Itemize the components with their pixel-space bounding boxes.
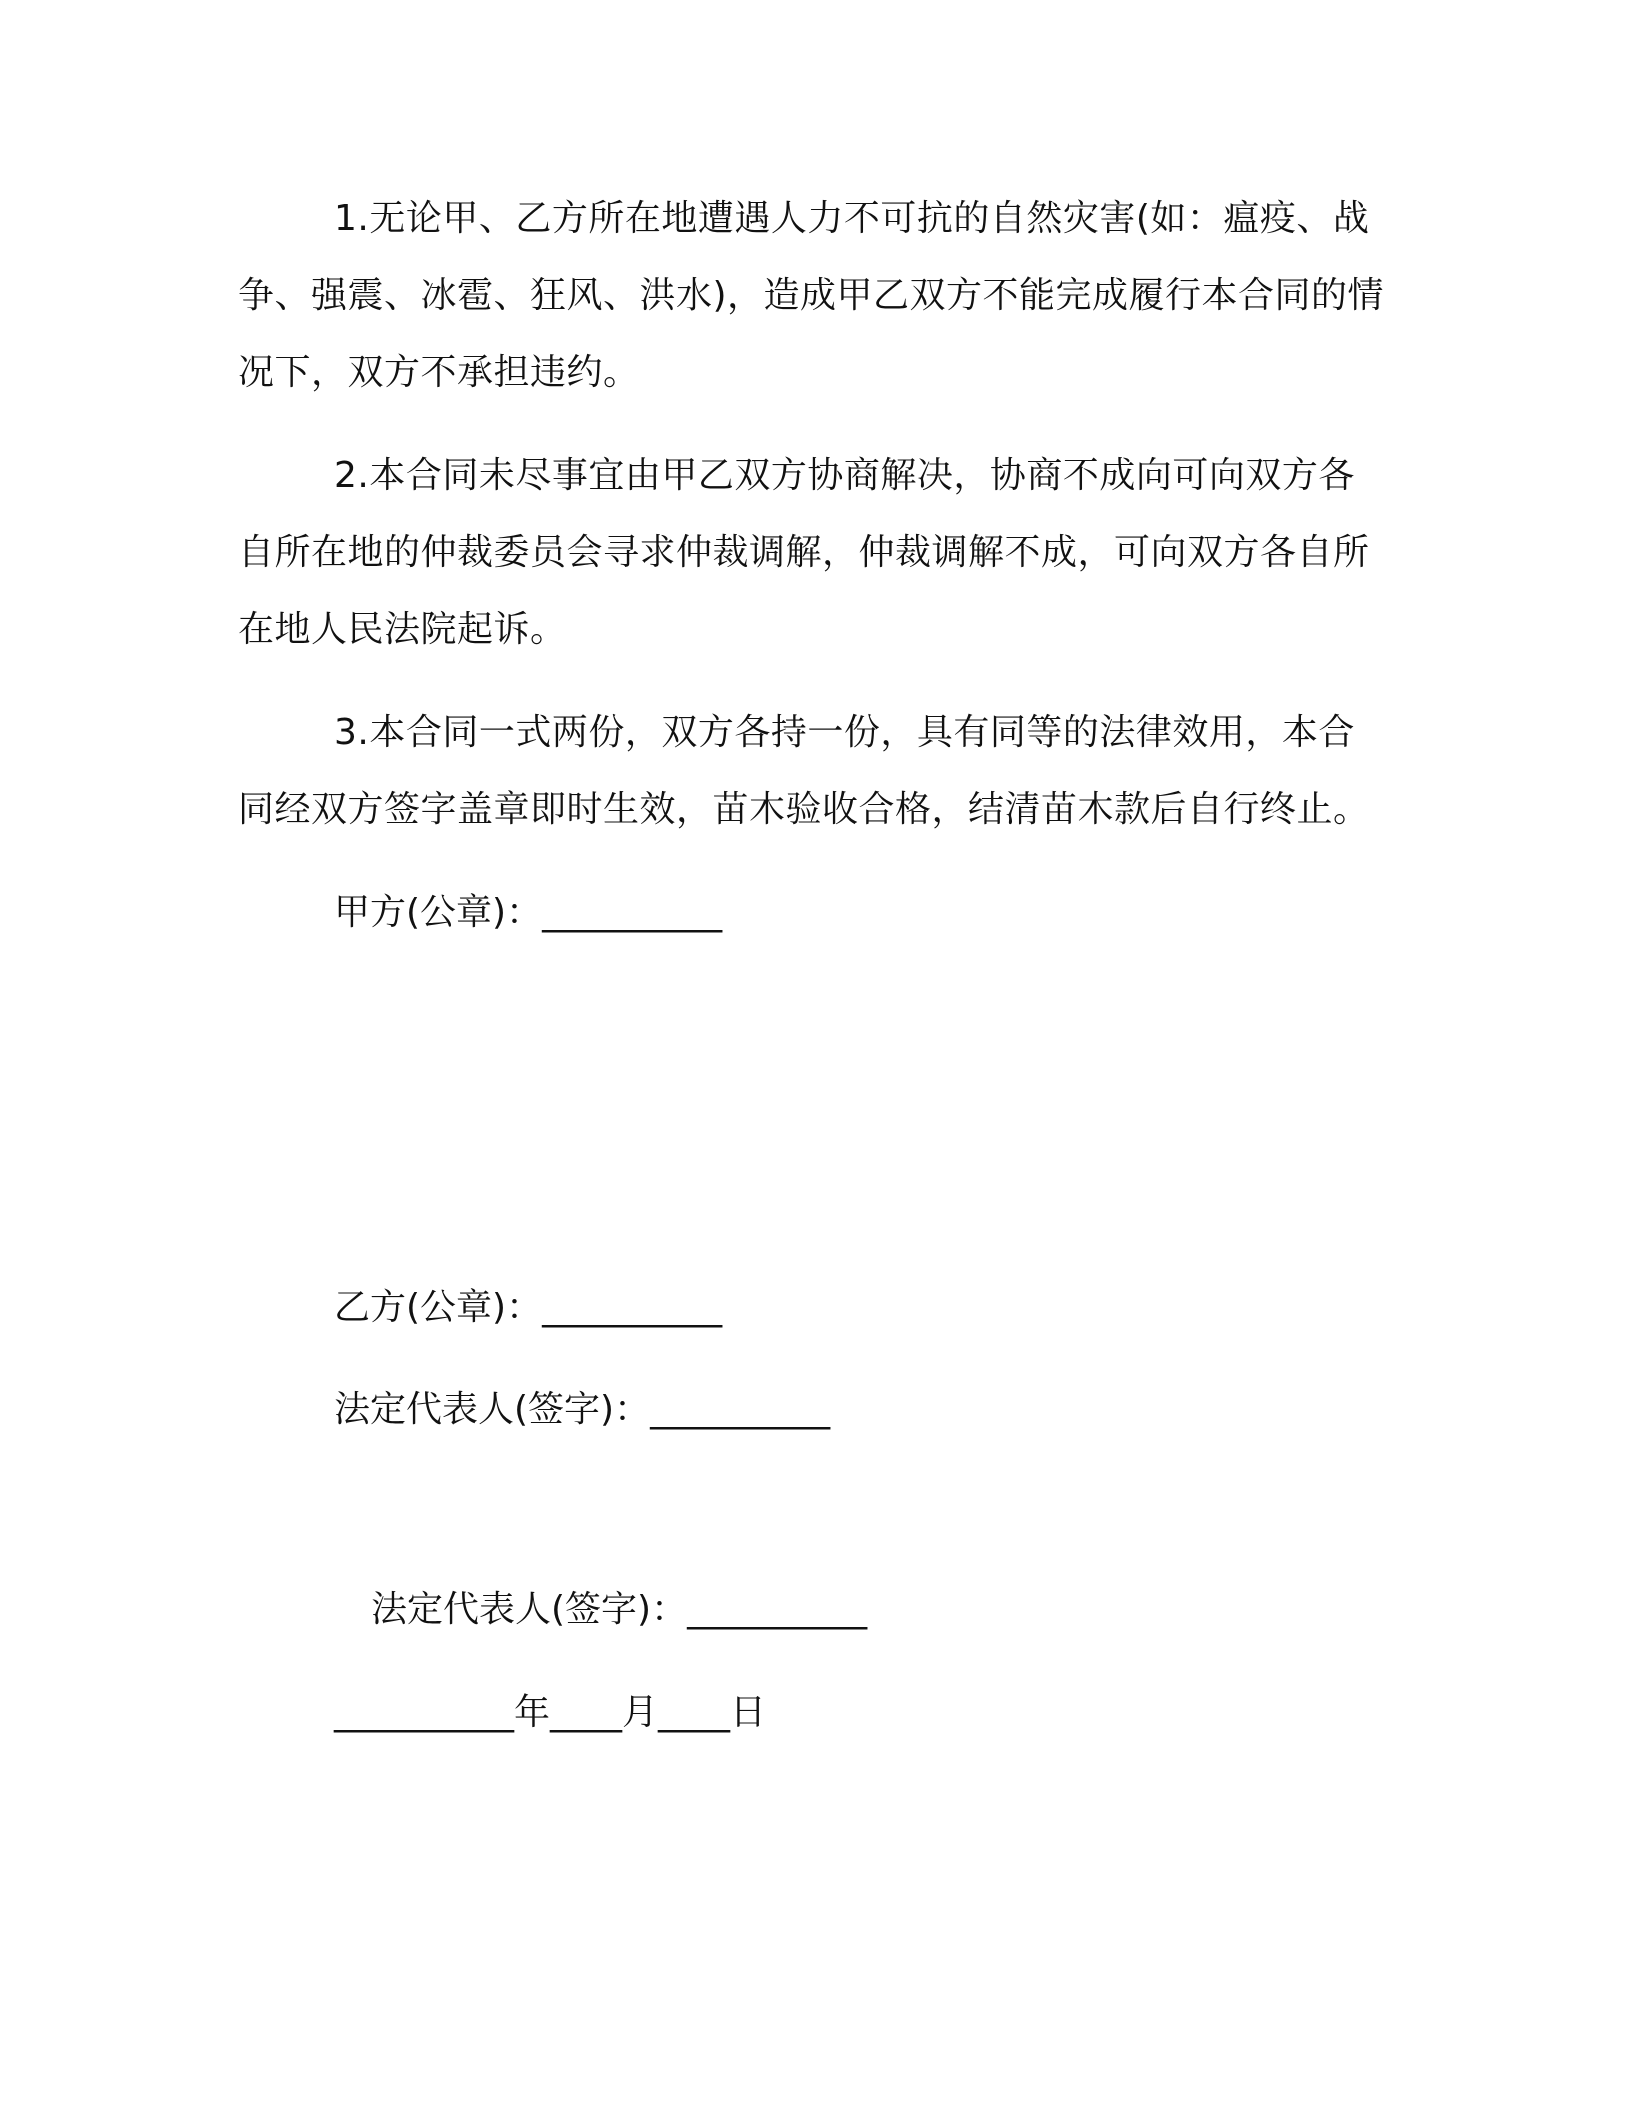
clause-force-majeure: 1.无论甲、乙方所在地遭遇人力不可抗的自然灾害(如：瘟疫、战争、强震、冰雹、狂风、洪水)，造成甲乙双方不能完成履行本合同的情况下，双方不承担违约。 [238,198,1385,393]
legal-representative-signature-line: 法定代表人(签字)：__________ [371,1589,868,1630]
legal-representative-signature-line: 法定代表人(签字)：__________ [334,1389,831,1430]
party-b-seal-line: 乙方(公章)：__________ [334,1287,723,1328]
party-a-seal-line: 甲方(公章)：__________ [334,892,723,933]
clause-effectiveness: 3.本合同一式两份，双方各持一份，具有同等的法律效用，本合同经双方签字盖章即时生效，苗木验收合格，结清苗木款后自行终止。 [238,712,1370,830]
date-line: __________年____月____日 [334,1692,766,1733]
clause-dispute-resolution: 2.本合同未尽事宜由甲乙双方协商解决，协商不成向可向双方各自所在地的仲裁委员会寻求仲裁调解，仲裁调解不成，可向双方各自所在地人民法院起诉。 [238,455,1370,650]
